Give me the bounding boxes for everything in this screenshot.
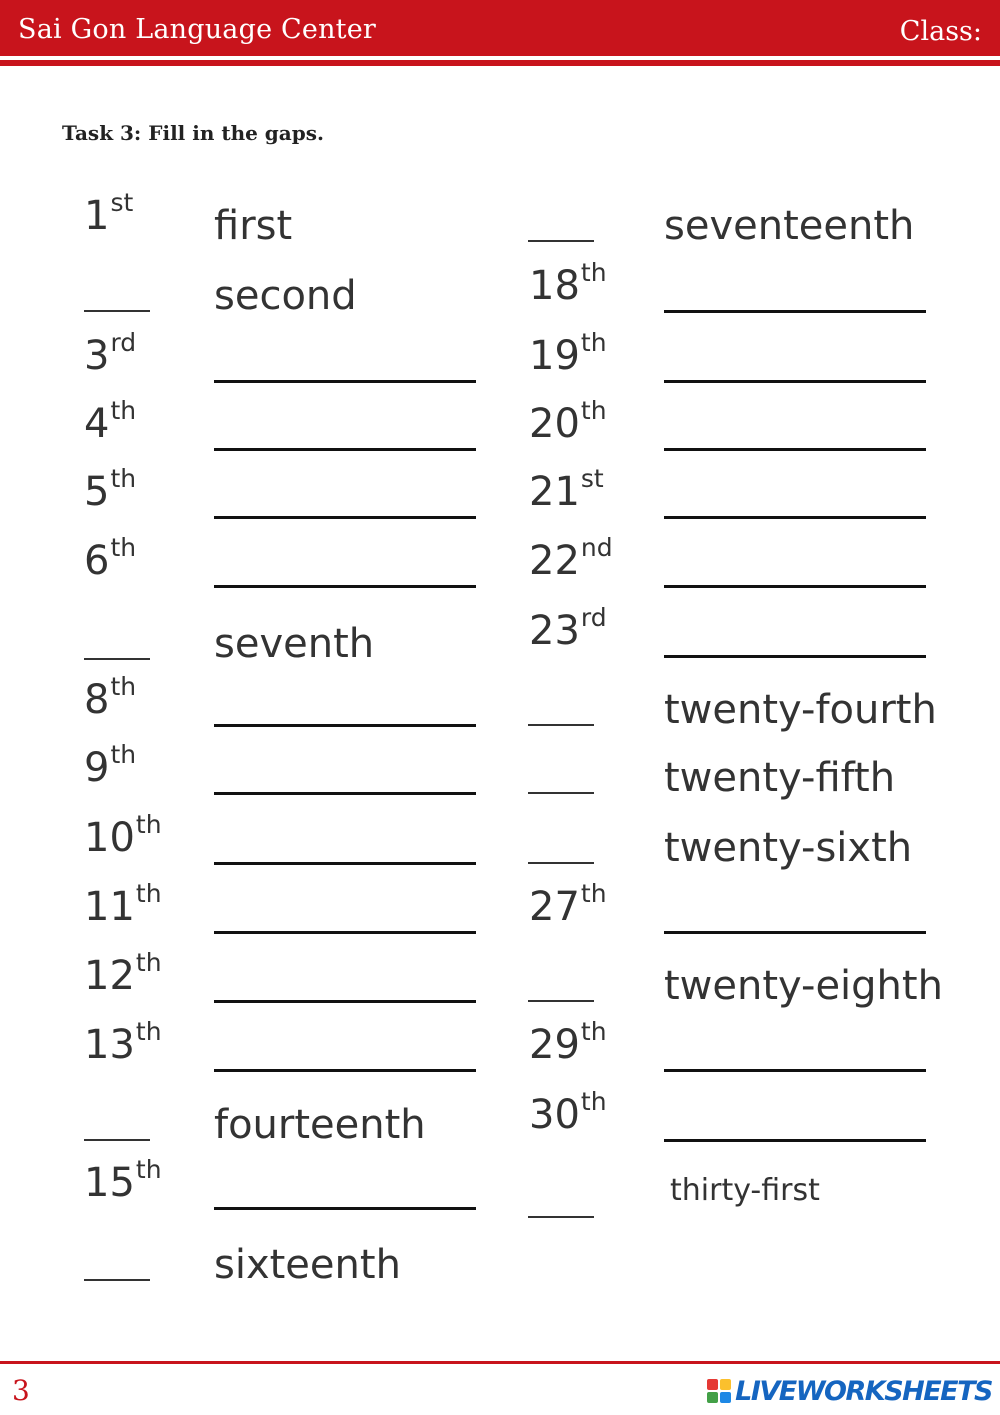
right-ordinal-number	[529, 464, 604, 515]
left-number-blank[interactable]	[84, 1139, 150, 1141]
class-label: Class:	[899, 16, 982, 47]
left-number-blank[interactable]	[84, 658, 150, 660]
right-number-blank[interactable]	[528, 1000, 594, 1002]
left-ordinal-number	[84, 672, 137, 723]
ordinal-suffix: th	[580, 396, 607, 425]
left-word-blank[interactable]	[214, 380, 476, 383]
right-word-blank[interactable]	[664, 1069, 926, 1072]
ordinal-digits: 21	[529, 469, 580, 515]
left-ordinal-word: fourteenth	[214, 1102, 426, 1148]
ordinal-suffix: th	[110, 464, 137, 493]
ordinal-suffix: rd	[110, 328, 137, 357]
page-number: 3	[12, 1374, 30, 1407]
task-title: Task 3: Fill in the gaps.	[62, 121, 324, 145]
left-word-blank[interactable]	[214, 585, 476, 588]
ordinal-digits: 22	[529, 538, 580, 584]
right-word-blank[interactable]	[664, 310, 926, 313]
ordinal-digits: 18	[529, 263, 580, 309]
ordinal-suffix: th	[580, 328, 607, 357]
center-name: Sai Gon Language Center	[18, 14, 376, 45]
left-word-blank[interactable]	[214, 862, 476, 865]
logo-text: LIVEWORKSHEETS	[735, 1375, 992, 1407]
logo-icon	[707, 1379, 731, 1403]
ordinal-suffix: th	[580, 258, 607, 287]
right-ordinal-word: twenty-fourth	[664, 687, 937, 733]
ordinal-suffix: th	[580, 1017, 607, 1046]
left-ordinal-word: second	[214, 273, 357, 319]
left-ordinal-number	[84, 328, 137, 379]
ordinal-suffix: th	[110, 740, 137, 769]
left-word-blank[interactable]	[214, 516, 476, 519]
ordinal-suffix: th	[110, 672, 137, 701]
ordinal-suffix: st	[110, 188, 134, 217]
right-ordinal-number	[529, 879, 607, 930]
ordinal-digits: 29	[529, 1022, 580, 1068]
header-divider	[0, 60, 1000, 66]
left-ordinal-number	[84, 879, 162, 930]
ordinal-digits: 12	[84, 953, 135, 999]
ordinal-digits: 1	[84, 193, 110, 239]
left-word-blank[interactable]	[214, 1069, 476, 1072]
ordinal-digits: 3	[84, 333, 110, 379]
right-word-blank[interactable]	[664, 585, 926, 588]
right-ordinal-word: seventeenth	[664, 203, 915, 249]
left-ordinal-number	[84, 810, 162, 861]
ordinal-suffix: rd	[580, 603, 607, 632]
left-word-blank[interactable]	[214, 931, 476, 934]
ordinal-digits: 6	[84, 538, 110, 584]
ordinal-digits: 8	[84, 677, 110, 723]
left-word-blank[interactable]	[214, 1000, 476, 1003]
ordinal-digits: 4	[84, 401, 110, 447]
left-ordinal-number	[84, 464, 137, 515]
ordinal-digits: 9	[84, 745, 110, 791]
left-word-blank[interactable]	[214, 724, 476, 727]
left-ordinal-word: first	[214, 203, 293, 249]
right-word-blank[interactable]	[664, 516, 926, 519]
right-ordinal-number	[529, 1017, 607, 1068]
left-ordinal-number	[84, 1017, 162, 1068]
ordinal-suffix: th	[110, 396, 137, 425]
right-ordinal-word: twenty-sixth	[664, 825, 913, 871]
ordinal-digits: 19	[529, 333, 580, 379]
right-word-blank[interactable]	[664, 448, 926, 451]
left-ordinal-number	[84, 188, 134, 239]
left-ordinal-word: sixteenth	[214, 1242, 401, 1288]
right-ordinal-number	[529, 258, 607, 309]
liveworksheets-logo	[707, 1375, 992, 1407]
ordinal-suffix: th	[135, 1017, 162, 1046]
ordinal-suffix: th	[580, 879, 607, 908]
ordinal-digits: 5	[84, 469, 110, 515]
ordinal-digits: 10	[84, 815, 135, 861]
right-word-blank[interactable]	[664, 380, 926, 383]
ordinal-suffix: th	[135, 879, 162, 908]
right-number-blank[interactable]	[528, 862, 594, 864]
ordinal-suffix: th	[580, 1087, 607, 1116]
right-ordinal-word: twenty-eighth	[664, 963, 943, 1009]
header-bar	[0, 0, 1000, 56]
ordinal-digits: 11	[84, 884, 135, 930]
ordinal-suffix: st	[580, 464, 604, 493]
left-number-blank[interactable]	[84, 310, 150, 312]
right-number-blank[interactable]	[528, 1216, 594, 1218]
right-word-blank[interactable]	[664, 655, 926, 658]
right-number-blank[interactable]	[528, 240, 594, 242]
left-ordinal-number	[84, 740, 137, 791]
right-ordinal-number	[529, 533, 613, 584]
right-number-blank[interactable]	[528, 724, 594, 726]
ordinal-suffix: th	[135, 948, 162, 977]
left-word-blank[interactable]	[214, 448, 476, 451]
left-number-blank[interactable]	[84, 1279, 150, 1281]
ordinal-digits: 13	[84, 1022, 135, 1068]
right-number-blank[interactable]	[528, 792, 594, 794]
left-ordinal-number	[84, 533, 137, 584]
ordinal-digits: 15	[84, 1160, 135, 1206]
right-ordinal-number	[529, 603, 607, 654]
ordinal-digits: 23	[529, 608, 580, 654]
ordinal-suffix: th	[135, 1155, 162, 1184]
right-ordinal-number	[529, 1087, 607, 1138]
ordinal-suffix: th	[110, 533, 137, 562]
left-word-blank[interactable]	[214, 1207, 476, 1210]
left-ordinal-number	[84, 396, 137, 447]
ordinal-digits: 27	[529, 884, 580, 930]
right-word-blank[interactable]	[664, 931, 926, 934]
right-ordinal-number	[529, 396, 607, 447]
ordinal-digits: 30	[529, 1092, 580, 1138]
left-ordinal-word: seventh	[214, 621, 375, 667]
left-ordinal-number	[84, 1155, 162, 1206]
left-ordinal-number	[84, 948, 162, 999]
right-ordinal-word: thirty-first	[670, 1173, 820, 1208]
ordinal-suffix: nd	[580, 533, 613, 562]
right-word-blank[interactable]	[664, 1139, 926, 1142]
right-ordinal-word: twenty-fifth	[664, 755, 896, 801]
ordinal-suffix: th	[135, 810, 162, 839]
right-ordinal-number	[529, 328, 607, 379]
footer-divider	[0, 1361, 1000, 1364]
left-word-blank[interactable]	[214, 792, 476, 795]
ordinal-digits: 20	[529, 401, 580, 447]
